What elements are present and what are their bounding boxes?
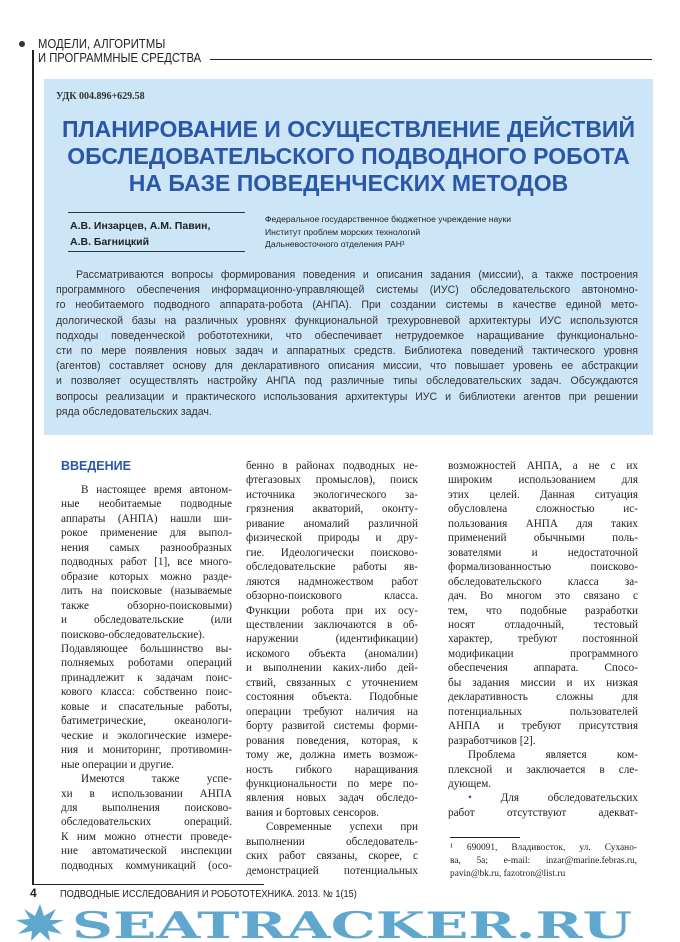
text-line: возможностей АНПА, а не с их <box>448 460 638 472</box>
bullet-icon: • <box>468 792 472 805</box>
author-line: А.В. Багницкий <box>70 236 150 248</box>
author-line: А.В. Инзарцев, А.М. Павин, <box>70 220 211 232</box>
text-line: и обследовательские (или <box>61 614 232 627</box>
text-line: демонстрацией потенциальных <box>246 864 418 877</box>
text-line: тому же, должна иметь возмож- <box>246 749 418 762</box>
text-line: операции требуют наличия на <box>246 705 418 718</box>
text-line: батиметрические, океанологи- <box>61 715 232 728</box>
text-line: вания и бортовых сенсоров. <box>246 806 379 819</box>
text-line: выполнении обследователь- <box>246 835 418 848</box>
watermark <box>0 903 680 942</box>
text-line: принадлежит к задачам поис- <box>61 671 232 684</box>
text-line: работ отсутствуют адекват- <box>448 806 638 819</box>
text-line: рокое применение для выпол- <box>61 527 232 540</box>
text-line: характер, требуют постоянной <box>448 633 638 646</box>
text-line: плексной и заключается в сле- <box>448 763 638 776</box>
text-line: обзорно-поискового класса. <box>246 590 418 603</box>
text-line: обследовательских операций. <box>61 816 232 829</box>
text-line: подводных работ [1], все много- <box>61 556 232 569</box>
text-line: декларативность сложны для <box>448 691 638 704</box>
text-line: Имеются также успе- <box>81 773 232 786</box>
watermark-text: SEATRACKER.RU <box>72 905 632 942</box>
text-line: аппараты (АНПА) нашли ши- <box>61 512 232 525</box>
text-line: полняемых роботами операций <box>61 657 232 670</box>
text-column-3 <box>448 459 638 820</box>
text-line: дующем. <box>448 777 492 790</box>
affiliation-line: Федеральное государственное бюджетное учреждение науки <box>265 214 512 224</box>
authors-rule-top <box>68 212 245 213</box>
text-line: формализованностью поисково- <box>448 561 638 574</box>
text-column-1 <box>61 458 232 873</box>
text-line: дач. Во многом это связано с <box>448 590 638 603</box>
paragraph <box>61 483 232 772</box>
text-line: наружении (идентификации) <box>246 633 418 646</box>
footnote-rule <box>450 837 520 838</box>
text-line: образие которых можно разде- <box>61 570 232 583</box>
page-number: 4 <box>30 886 37 900</box>
text-line: Проблема является ком- <box>468 749 638 762</box>
rubric-line-1: МОДЕЛИ, АЛГОРИТМЫ <box>38 37 166 51</box>
text-line-content: Для обследовательских <box>500 792 638 805</box>
paragraph <box>61 772 232 873</box>
abstract-line: вопросы реализации и практического использования архитектуры ИУС и библиотеки агентов при решении <box>56 390 638 403</box>
text-line: ные операции и другие. <box>61 758 174 771</box>
text-line: хи в использовании АНПА <box>61 787 232 800</box>
abstract-line: го необитаемого подводного аппарата-робота (АНПА). При создании системы в качестве единой мето- <box>56 299 638 312</box>
rubric-bullet-icon <box>19 41 25 47</box>
text-line: ние автоматической инспекции <box>61 845 232 858</box>
abstract-line: Рассматриваются вопросы формирования поведения и описания задания (миссии), а также построения <box>76 269 638 281</box>
text-line: широким использованием для <box>448 474 638 487</box>
text-line: модификации программного <box>448 647 638 660</box>
text-line: рования поведения, которая, к <box>246 734 418 747</box>
text-line: Подавляющее большинство вы- <box>61 642 232 655</box>
text-line: применений обычными поль- <box>448 532 638 545</box>
text-line: ния и мониторинг, противомин- <box>61 744 232 757</box>
text-line: физической природы и дру- <box>246 532 418 545</box>
text-line: ковые и спасательные работы, <box>61 700 232 713</box>
text-line: ских работ связаны, скорее, с <box>246 850 418 863</box>
title-line: НА БАЗЕ ПОВЕДЕНЧЕСКИХ МЕТОДОВ <box>128 170 569 196</box>
text-line: ность гибкого наращивания <box>246 763 418 776</box>
text-line: ривание аномалий различной <box>246 517 418 530</box>
affiliation-line: Институт проблем морских технологий <box>265 226 421 237</box>
text-line: ществлении заключаются в об- <box>246 618 418 631</box>
watermark-starburst-icon <box>16 904 64 941</box>
journal-name: ПОДВОДНЫЕ ИССЛЕДОВАНИЯ И РОБОТОТЕХНИКА. 2013. № 1(15) <box>60 889 357 900</box>
text-line: обследовательские работы яв- <box>246 561 418 574</box>
rubric-line-2: И ПРОГРАММНЫЕ СРЕДСТВА <box>38 51 202 65</box>
margin-rule <box>32 50 34 884</box>
abstract-line: программного обеспечения информационно-управляющей системы (ИУС) обследовательского автономно- <box>56 284 638 297</box>
text-line: потенциальных пользователей <box>448 705 638 718</box>
text-line: искомого объекта (аномалии) <box>246 647 418 660</box>
text-line: Функции робота при их осу- <box>246 604 418 617</box>
text-line: В настоящее время автоном- <box>81 484 232 496</box>
authors <box>70 218 210 250</box>
text-line: грязнения акваторий, оконту- <box>246 503 418 516</box>
text-line: состояния объекта. Подобные <box>246 691 418 704</box>
affiliation-line: Дальневосточного отделения РАН¹ <box>265 239 405 249</box>
text-line: бы задания миссии и их низкая <box>448 676 638 689</box>
footer-rule <box>32 884 264 885</box>
paragraph <box>448 748 638 791</box>
text-line: для выполнения поисково- <box>61 801 232 814</box>
text-line: АНПА и требуют присутствия <box>448 720 638 733</box>
text-line <box>448 791 638 805</box>
text-line: обусловлена сложностью ис- <box>448 503 638 516</box>
text-line: гие. Идеологически поисково- <box>246 546 418 559</box>
text-line: Современные успехи при <box>266 821 418 834</box>
text-line: К ним можно отнести проведе- <box>61 830 232 843</box>
abstract-line: ряда обследовательских задач. <box>56 405 212 418</box>
paragraph <box>246 459 418 820</box>
text-line: нения самых разнообразных <box>61 541 232 554</box>
text-line: разработчиков [2]. <box>448 734 536 747</box>
text-line: бенно в районах подводных не- <box>246 460 418 472</box>
text-line: кового класса: собственно поис- <box>61 686 232 699</box>
abstract-line: (агентов) составляет основу для декларативного описания миссии, что повышает уровень ее абстракции <box>56 360 638 373</box>
text-column-2 <box>246 459 418 878</box>
text-line: поисково-обследовательские). <box>61 628 205 641</box>
udk-code: УДК 004.896+629.58 <box>56 91 145 102</box>
text-line: этих целей. Данная ситуация <box>448 488 638 501</box>
text-line: носят отладочный, тестовый <box>448 618 638 631</box>
abstract-line: и позволяет осуществлять настройку АНПА под различные типы обследовательских задач. Обсуждаются <box>56 375 638 388</box>
text-line: подводных коммуникаций (осо- <box>61 859 232 872</box>
text-line: обеспечения аппарата. Спосо- <box>448 662 638 675</box>
footnote-line: pavin@bk.ru, fazotron@list.ru <box>450 869 566 879</box>
authors-rule-bottom <box>68 251 245 252</box>
text-line: и выполнении каких-либо дей- <box>246 662 418 675</box>
footnote <box>450 842 637 881</box>
abstract-line: подходы поведенческой робототехники, что обеспечивает нетрудоемкое наращивание функционально- <box>56 329 638 342</box>
text-line: зователями и недостаточной <box>448 546 638 559</box>
text-line: пользования АНПА для таких <box>448 517 638 530</box>
text-line: ные необитаемые подводные <box>61 498 232 511</box>
text-line: тем, что подобные разработки <box>448 604 638 617</box>
text-line: обследовательского класса за- <box>448 575 638 588</box>
header-rule <box>210 59 652 60</box>
paragraph <box>448 791 638 820</box>
text-line: ческие и экологические измере- <box>61 729 232 742</box>
text-line: фтегазовых промыслов), поиск <box>246 474 418 487</box>
section-heading: ВВЕДЕНИЕ <box>61 459 131 473</box>
abstract-line: сти по мере появления новых задач и аппаратных средств. Библиотека поведений тактического уровня <box>56 345 638 358</box>
title-line: ПЛАНИРОВАНИЕ И ОСУЩЕСТВЛЕНИЕ ДЕЙСТВИЙ <box>62 116 635 142</box>
footnote-line: ¹ 690091, Владивосток, ул. Сухано- <box>450 843 637 853</box>
text-line: ствий, связанных с уточнением <box>246 676 418 689</box>
paragraph <box>448 459 638 748</box>
affiliation <box>265 213 511 251</box>
text-line: источника экологического за- <box>246 488 418 501</box>
footnote-line: ва, 5а; e-mail: inzar@marine.febras.ru, <box>450 856 637 866</box>
text-line: также обзорно-поисковыми) <box>61 599 232 612</box>
text-line: функциональности по мере по- <box>246 777 418 790</box>
text-line: ляются надмножеством работ <box>246 575 418 588</box>
article-title <box>44 116 653 197</box>
title-line: ОБСЛЕДОВАТЕЛЬСКОГО ПОДВОДНОГО РОБОТА <box>67 143 630 169</box>
text-line: борту развитой системы форми- <box>246 720 418 733</box>
paragraph <box>246 820 418 878</box>
abstract <box>56 268 638 420</box>
text-line: лить на поисковые (называемые <box>61 585 232 598</box>
abstract-line: дологической базы на различных уровнях функциональной трехуровневой архитектуры ИУС используются <box>56 314 638 327</box>
text-line: явления новых задач обследо- <box>246 792 418 805</box>
